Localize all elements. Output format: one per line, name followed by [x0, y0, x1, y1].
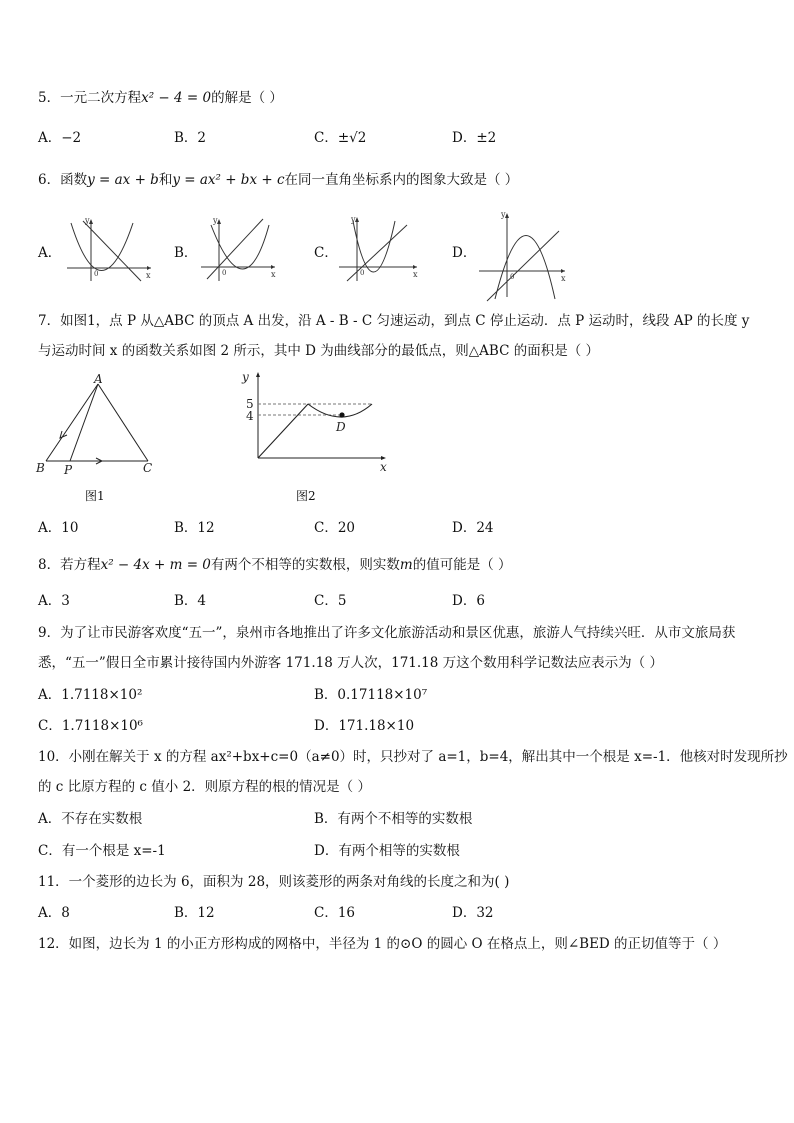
- q11-option-c: C．16: [314, 905, 356, 921]
- q8-option-b: B．4: [174, 593, 207, 609]
- q8-option-d: D．6: [452, 593, 485, 609]
- q6c-origin: 0: [360, 269, 365, 277]
- q5-stem: [38, 89, 283, 107]
- q7-fig1-label-p: P: [64, 463, 73, 474]
- q9-option-c: C．1.7118×10⁶: [38, 718, 143, 734]
- q6d-axis-y: y: [501, 210, 506, 219]
- q6-stem-suffix: 在同一直角坐标系内的图象大致是（ ）: [284, 172, 519, 188]
- q9-option-b: B．0.17118×10⁷: [314, 687, 428, 703]
- q10-option-d: D．有两个相等的实数根: [314, 843, 460, 859]
- q6a-axis-y: y: [85, 216, 90, 225]
- q5-option-a: A．−2: [38, 130, 82, 146]
- q5-stem-prefix: 5．一元二次方程: [38, 90, 142, 106]
- q6c-axis-x: x: [413, 270, 418, 279]
- q8-stem-mid: 有两个不相等的实数根，则实数: [210, 557, 400, 573]
- q7-fig2-value-4: 4: [246, 409, 254, 423]
- q5-option-b: B．2: [174, 130, 207, 146]
- q5-equation: x² − 4 = 0: [141, 90, 212, 106]
- q7-fig1-label-a: A: [94, 372, 103, 386]
- q6-graph-c: [337, 213, 421, 283]
- q10-stem-line2: 的 c 比原方程的 c 值小 2．则原方程的根的情况是（ ）: [38, 779, 371, 795]
- q10-option-c: C．有一个根是 x=-1: [38, 843, 166, 859]
- q8-equation: x² − 4x + m = 0: [100, 557, 211, 573]
- q8-option-a: A．3: [38, 593, 70, 609]
- q8-stem: [38, 556, 512, 574]
- q7-fig1-caption: 图1: [85, 489, 105, 503]
- q10-option-a: A．不存在实数根: [38, 811, 143, 827]
- q7-stem-line1: 7．如图1，点 P 从△ABC 的顶点 A 出发，沿 A - B - C 匀速运动，到点 C 停止运动．点 P 运动时，线段 AP 的长度 y: [38, 313, 750, 329]
- q6-option-c: C．: [314, 245, 338, 261]
- q7-fig1-label-c: C: [143, 461, 153, 474]
- q12-stem: 12．如图，边长为 1 的小正方形构成的网格中，半径为 1 的⊙O 的圆心 O 在格点上，则∠BED 的正切值等于（ ）: [38, 936, 727, 952]
- q8-stem-suffix: 的值可能是（ ）: [412, 557, 512, 573]
- q6-graph-a: [63, 213, 155, 283]
- q6-option-d: D．: [452, 245, 477, 261]
- q6b-axis-y: y: [213, 216, 218, 225]
- q5-option-c: C．±√2: [314, 130, 367, 146]
- q6-stem-prefix: 6．函数: [38, 172, 88, 188]
- q10-option-b: B．有两个不相等的实数根: [314, 811, 473, 827]
- q11-option-d: D．32: [452, 905, 494, 921]
- q5-stem-suffix: 的解是（ ）: [211, 90, 283, 106]
- q6-quadratic: y = ax² + bx + c: [172, 172, 285, 188]
- q7-option-a: A．10: [38, 520, 79, 536]
- q11-option-b: B．12: [174, 905, 215, 921]
- q7-stem-line2: 与运动时间 x 的函数关系如图 2 所示，其中 D 为曲线部分的最低点，则△ABC 的面积是（ ）: [38, 343, 599, 359]
- q6-option-a: A．: [38, 245, 62, 261]
- q6-stem: [38, 171, 518, 189]
- q6b-axis-x: x: [271, 270, 276, 279]
- q8-stem-prefix: 8．若方程: [38, 557, 101, 573]
- q9-stem-line2: 悉，“五一”假日全市累计接待国内外游客 171.18 万人次，171.18 万这个数用科学记数法应表示为（ ）: [38, 655, 663, 671]
- q7-option-d: D．24: [452, 520, 494, 536]
- q7-fig2-value-5: 5: [246, 397, 254, 411]
- q7-figure2: [234, 368, 394, 474]
- q7-fig2-label-d: D: [336, 420, 346, 434]
- q6-and: 和: [158, 172, 173, 188]
- q6-graph-d: [477, 207, 569, 303]
- q10-stem-line1: 10．小刚在解关于 x 的方程 ax²+bx+c=0（a≠0）时，只抄对了 a=1，b=4，解出其中一个根是 x=-1．他核对时发现所抄: [38, 749, 788, 765]
- q6d-origin: 0: [510, 273, 515, 281]
- q8-variable: m: [399, 557, 413, 573]
- q8-option-c: C．5: [314, 593, 347, 609]
- q7-fig2-axis-y: y: [242, 370, 249, 384]
- q6d-axis-x: x: [561, 274, 566, 283]
- q6c-axis-y: y: [351, 215, 356, 224]
- q11-stem: 11．一个菱形的边长为 6，面积为 28，则该菱形的两条对角线的长度之和为( ): [38, 874, 510, 890]
- q6a-origin: 0: [94, 270, 99, 278]
- q6-graph-b: [197, 213, 279, 283]
- q6-option-b: B．: [174, 245, 198, 261]
- q7-option-c: C．20: [314, 520, 356, 536]
- q11-option-a: A．8: [38, 905, 70, 921]
- q5-option-d: D．±2: [452, 130, 497, 146]
- q6-linear: y = ax + b: [87, 172, 159, 188]
- q7-fig2-caption: 图2: [296, 489, 316, 503]
- q7-figure1: [32, 372, 162, 474]
- q9-option-a: A．1.7118×10²: [38, 687, 143, 703]
- q9-stem-line1: 9．为了让市民游客欢度“五一”，泉州市各地推出了许多文化旅游活动和景区优惠，旅游人气持续兴旺．从市文旅局获: [38, 625, 736, 641]
- q6a-axis-x: x: [146, 271, 151, 280]
- q7-option-b: B．12: [174, 520, 215, 536]
- q9-option-d: D．171.18×10: [314, 718, 415, 734]
- q6b-origin: 0: [222, 269, 227, 277]
- q7-fig2-axis-x: x: [380, 460, 387, 474]
- q7-fig1-label-b: B: [36, 461, 45, 474]
